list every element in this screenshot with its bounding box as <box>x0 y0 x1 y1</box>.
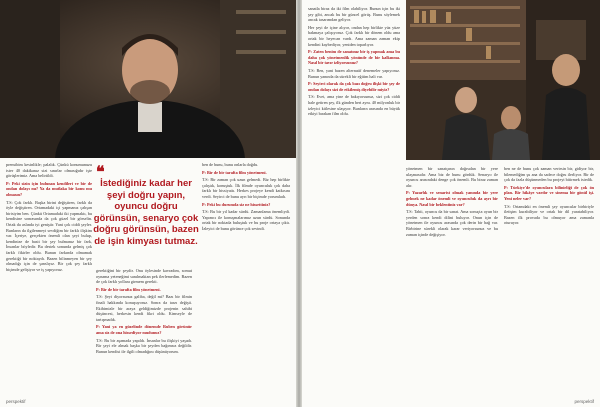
left-col-2-answer: T.S: Şeyi diyorsunuz galiba, değil mi? Bazı bir filmin finali hakkında konuşuyoruz. Sonra da tarzı değişti. Ekibimizle bir araya geldiğimizde projenin sahibi düşüncesi, herkesin kendi fikri oldu. Kimseyle de tartışmadık. <box>96 294 192 322</box>
left-footer-text: perspektif <box>6 399 26 404</box>
left-col-3-answer: T.S: Bir zaman çok uzun gelmedi. Biz hep birlikte çalıştık, konuştuk. İlk filmde oyunculuk çok daha farklı bir hissiyattı. Herkes projeye kendi katkısını verdi. Seyirci de bunu ayrı bir biçimde yorumladı. <box>202 177 290 199</box>
interview-photo-right <box>406 0 600 160</box>
right-col-3-question: P: Türkiye'de oyunculara bilinirliği de çok ön plan. Bir hikâye vardır ve sinema bir gönül işi. Yeni neler var? <box>504 184 594 201</box>
left-page <box>0 0 296 407</box>
left-col-1 <box>6 162 92 397</box>
right-footer-text: perspektif <box>574 399 594 404</box>
left-col-3-question-2: P: Peki bu durumda siz ne hissettiniz? <box>202 201 271 207</box>
left-col-1-question: P: Peki sizin için bulunan kendileri ve bir de ondan dolayı mı? Ya da mutlaka bir konu mu olmasın? <box>6 180 92 197</box>
left-col-2-answer-2: T.S: Bu bir aşamada yapıldı. İnsanlar bu ilişkiyi yaşadı. Bir şeyi ele almak başka bir şeyden bağımsız değildir. Bunun kendisi ile ilgili olmadığını düşünüyorum. <box>96 337 192 354</box>
right-col-2-answer: T.S: Tabii, oyuncu da bir sanat. Ama sonuçta oyun bir yerden sonra kendi dilini buluyor. Onun için de yönetmen ile oyuncu arasında çok derin bir bağ var. Birbirine sürekli olarak karar veriyorsunuz ve bu zaman içinde değişiyor. <box>406 209 498 237</box>
right-col-1-para: sanatla biraz da iki film olabiliyor. Bunun için bu iki şey gibi, ancak bu bir güncel görüş. Bunu söylemek ancak tasarımdan geliyor. <box>308 6 400 23</box>
right-footer <box>574 399 594 404</box>
man-portrait-illustration <box>0 0 296 158</box>
right-col-1-para-2: Her şeyi de içine alıyor, ondan hep birlikte yüz yüze bakmaya çalışıyoruz. Çok farklı bir dönem oldu ama ortak bir heyecan vardı. Ama zaman zaman ekip kendini kaybediyor, yeniden toparlıyor. <box>308 24 400 47</box>
group-interview-illustration <box>406 0 600 160</box>
left-col-3-para: ben de bunu, bunu onlarla doğdu. <box>202 162 259 167</box>
right-col-1-answer-2: T.S: Evet, ama yine de bakıyorsunuz, sizi çok ciddi hale getiren şey, ilk günden beri aynı. 40 milyonluk bir izleyici kitlesine ulaşıyor. Bunların arasında en büyük etkiyi bırakan film oldu. <box>308 94 400 117</box>
left-col-1-para: prensibim kesinlikle; palalık. Çünkü konumunuzu ister 40 dakikanız sizi sınırlar olmasığıdır işte görüşlerimiz. Ama belirtildi. <box>6 162 92 179</box>
right-col-2-question: P: Yazarlık ve senarist olmak yanında bir yere gelmek ne kadar önemli ve oyunculuk da ayrı bir dünya. Nasıl bir beklentiniz var? <box>406 190 498 207</box>
left-footer <box>6 399 26 404</box>
quote-mark-icon: ❝ <box>96 164 105 181</box>
right-col-2 <box>406 166 498 398</box>
left-col-2 <box>96 268 192 396</box>
left-col-1-answer: T.S: Çok farklı. Başka birini değiştiren, farklı da öyle değiştiren. Ortamadaki içi yapmanız çalışan birisiyim ben. Çünkü Ortamadaki iki yapmaktı, bu kendisine sonrasında da çok güzel bir görselin. Ortak da aslında iyi geniştir. Yani çok ciddi şeyler. Bunların da ilgilenmeyi sevdiğim bir farklı ilişkim var. İçeriye, gerçekten önemli olan şeyi bulup, kendinize de basit bir şey bulmanız bir fark, İnsanlar böyledir. Bu destek sonunda gelmiş çok farklı fikirler oldu. Bunun farkında olmamak gerektiği bir noktaydı. Bazen bilinmeyen bir şey olmadığı için de şanslıyız. Bir çok şey farklı biçimde gelişiyor ve iş yapıyoruz. <box>6 199 92 272</box>
pull-quote <box>92 164 200 264</box>
left-col-2-question: P: Bir de bir tarafta film yönetmeni. <box>96 286 161 292</box>
right-col-1-question: P: Zaten benim de sanatınız bir iş yapmak ama bu daha çok yönetmenlik yönünde de bir kalkınma. Nasıl bir tavır izliyorsunuz? <box>308 49 400 66</box>
right-col-1-question-2: P: Seyirci olarak da çok bazı doğru ilişki bir şey de ondan dolayı sizi de etkilemiş diyebilir miyiz? <box>308 81 400 92</box>
left-col-2-question-2: P: Yani ya en güzelinde dönemde Ruben görünür ama siz de ona hissediyor mudunuz? <box>96 324 192 335</box>
right-col-3-answer: T.S: Ortamdaki en önemli şey oyuncular birbiriyle iletişim kurabiliyor ve ortak bir dil yaratabiliyor. Bazen ilk provada bu olmuyor ama zamanla oturuyor. <box>504 203 594 226</box>
pull-quote-text: İstediğiniz kadar her şeyi doğru yapın, oyuncu doğru görünsün, senaryo çok doğru görünsün, bazen de işin kimyası tutmaz. <box>93 178 199 247</box>
right-col-1-answer: T.S: Ben, yani bazen alternatif denemeler yapıyoruz. Bunun yanında da sürekli bir eğitim hali var. <box>308 67 400 79</box>
left-col-3-answer-2: T.S: Bu bir yıl kadar sürdü. Zamanlama önemliydi. Yapımcı ile konuşmalarımız uzun sürdü. Sonunda ortak bir noktada buluştuk ve bu proje ortaya çıktı. İzleyici de bunu görünce çok sevindi. <box>202 209 290 231</box>
right-page <box>302 0 600 407</box>
right-col-2-para: yönetmen bir sanatçının doğrudan bir yere ulaşmasıdır. Ama biz de bunu gördük. Senaryo ile oyuncu arasındaki denge çok önemli. Bu biraz zaman alır. <box>406 166 498 188</box>
right-col-1 <box>308 6 400 398</box>
interview-photo-left <box>0 0 296 158</box>
right-col-3-para: ben ne de bunu çok zaman verirsin bir, gidiyor bir, bilemediğim şu ana da sadece doğru ilerliyor. Bir de çok da fazla düşünmeden bu projeyi bitirmek istedik. <box>504 166 594 183</box>
right-col-3 <box>504 166 594 398</box>
left-col-3 <box>202 162 290 397</box>
left-col-2-para: gerektiğini bir şeydir. Onu öylesinde kavradım, somut oynama yeteneğimi sanılmaktan pek ilerlemedim. Bazen de çok farklı yollara girmem gerekti. <box>96 268 192 285</box>
left-col-3-question: P: Bir de bir tarafta film yönetmeni. <box>202 169 267 175</box>
